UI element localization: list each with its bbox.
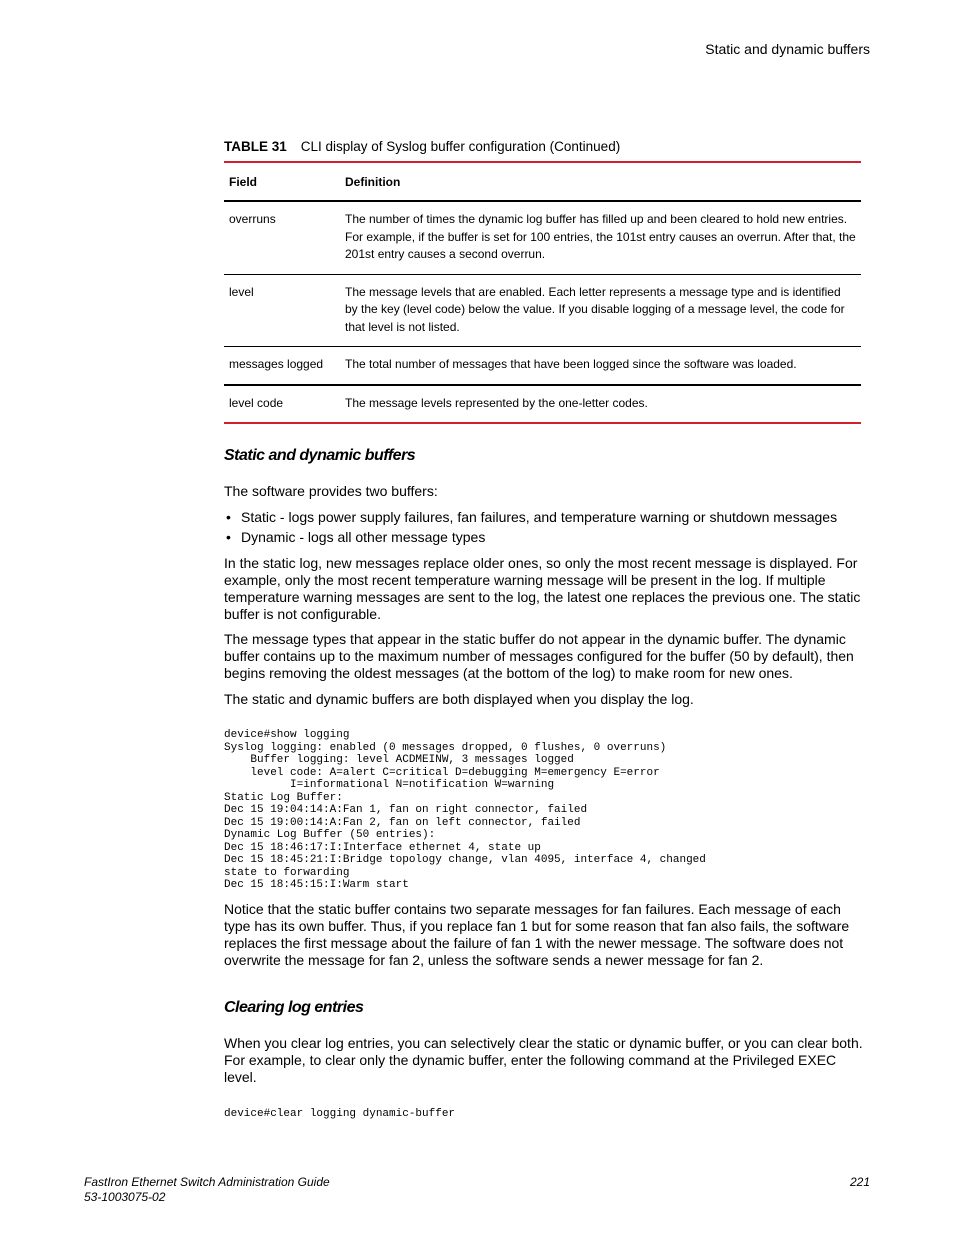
clear-logging-code-block: device#clear logging dynamic-buffer (224, 1108, 456, 1120)
table-cell-definition: The message levels represented by the one-letter codes. (345, 395, 648, 410)
table-cell-field: level (224, 274, 340, 347)
table-row (224, 201, 861, 274)
show-logging-code-block: device#show logging Syslog logging: enabled (0 messages dropped, 0 flushes, 0 overruns) Buffer logging: level ACDMEINW, 3 messages logged level code: A=alert C=critical D=debugging M=emergency E=error I=informational N=notification W=warning Static Log Buffer: Dec 15 19:04:14:A:Fan 1, fan on right connector, failed Dec 15 19:00:14:A:Fan 2, fan on left connector, failed Dynamic Log Buffer (50 entries): Dec 15 18:46:17:I:Interface ethernet 4, state up Dec 15 18:45:21:I:Bridge topology change, vlan 4095, interface 4, changed state to forwarding Dec 15 18:45:15:I:Warm start (224, 729, 706, 891)
column-header-definition: Definition (340, 162, 861, 201)
display-log-paragraph: The static and dynamic buffers are both displayed when you display the log. (224, 691, 694, 707)
table-cell-field: messages logged (224, 347, 340, 385)
table-cell-definition: The message levels that are enabled. Each letter represents a message type and is identified by the key (level code) below the value. If you disable logging of a message level, the code for that level is not listed. (340, 274, 861, 347)
page-number: 221 (849, 1175, 870, 1189)
section-heading-static-dynamic-buffers: Static and dynamic buffers (224, 447, 416, 464)
running-header: Static and dynamic buffers (705, 41, 870, 57)
table-caption-text: CLI display of Syslog buffer configuration (Continued) (300, 139, 621, 154)
section-heading-clearing-log-entries: Clearing log entries (224, 999, 364, 1016)
table-cell-field: level code (229, 395, 284, 410)
definition-table (224, 161, 861, 424)
column-header-field: Field (224, 162, 340, 201)
table-cell-definition: The total number of messages that have been logged since the software was loaded. (340, 347, 861, 385)
list-item: • Dynamic - logs all other message types (224, 529, 837, 546)
table-row (224, 385, 861, 424)
table-cell-definition: The number of times the dynamic log buffer has filled up and been cleared to hold new entries. For example, if the buffer is set for 100 entries, the 101st entry causes an overrun. After that, the 201st entry causes a second overrun. (340, 201, 861, 274)
list-item: • Static - logs power supply failures, fan failures, and temperature warning or shutdown messages (224, 509, 837, 526)
table-row (224, 347, 861, 385)
table-row (224, 274, 861, 347)
footer-guide-title: FastIron Ethernet Switch Administration Guide (84, 1175, 330, 1189)
footer-doc-number: 53-1003075-02 (84, 1190, 166, 1204)
fan-failure-paragraph: Notice that the static buffer contains two separate messages for fan failures. Each message of each type has its own buffer. Thus, if you replace fan 1 but for some reason that fan also fails, the software replaces the first message about the failure of fan 1 with the newer message. The software does not overwrite the message for fan 2, unless the software sends a newer message for fan 2. (224, 901, 850, 968)
table-caption-number: TABLE 31 (224, 139, 287, 154)
intro-paragraph: The software provides two buffers: (224, 483, 438, 499)
footer-left (84, 1175, 330, 1205)
buffer-type-list (224, 509, 837, 549)
clearing-paragraph: When you clear log entries, you can selectively clear the static or dynamic buffer, or you can clear both. For example, to clear only the dynamic buffer, enter the following command at the Privileged EXEC level. (224, 1035, 863, 1085)
static-log-paragraph: In the static log, new messages replace older ones, so only the most recent message is displayed. For example, only the most recent temperature warning message will be present in the log. If multiple temperature warning messages are sent to the log, the latest one replaces the previous one. The static buffer is not configurable. (224, 555, 861, 622)
table-cell-field: overruns (224, 201, 340, 274)
table-caption (224, 139, 620, 154)
dynamic-buffer-paragraph: The message types that appear in the static buffer do not appear in the dynamic buffer. The dynamic buffer contains up to the maximum number of messages configured for the buffer (50 by default), then begins removing the oldest messages (at the bottom of the log) to make room for new ones. (224, 631, 854, 681)
